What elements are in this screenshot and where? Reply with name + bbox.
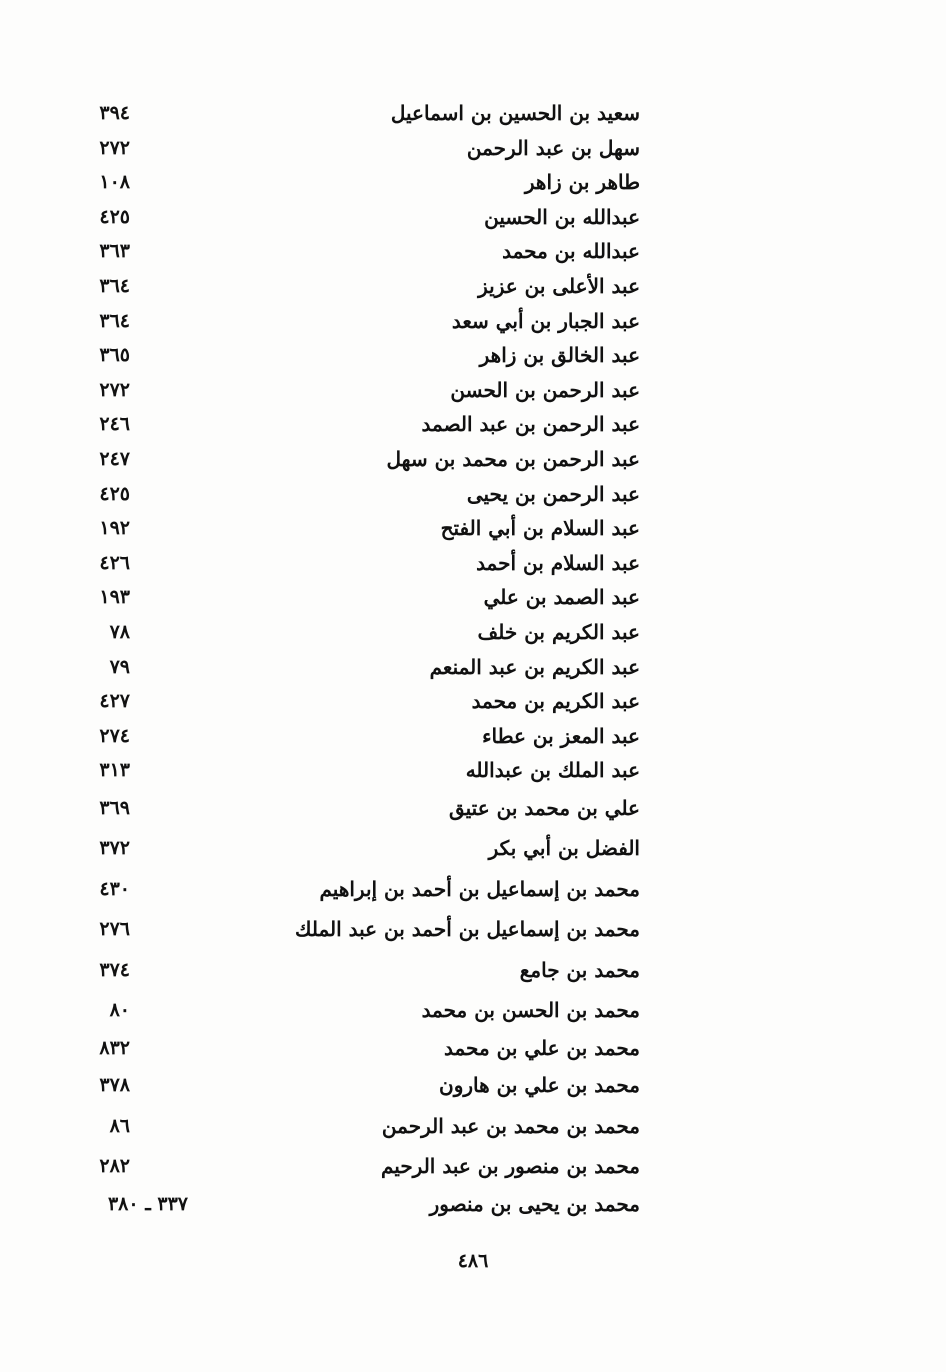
entry-page-ref: ٢٤٧ <box>99 447 130 470</box>
entry-page-ref: ٣٧٨ <box>99 1074 130 1097</box>
list-item <box>80 304 640 339</box>
entry-page-ref: ٣٦٣ <box>99 240 130 263</box>
entry-name: الفضل بن أبي بكر <box>488 836 640 861</box>
entry-name: محمد بن جامع <box>519 957 640 982</box>
page-number: ٤٨٦ <box>457 1250 489 1272</box>
entry-page-ref: ٤٢٥ <box>99 482 130 505</box>
list-item <box>80 338 640 373</box>
entry-page-ref: ٤٢٦ <box>99 551 130 574</box>
list-item <box>80 650 640 685</box>
entry-page-ref: ٣٦٤ <box>99 274 130 297</box>
list-item <box>80 200 640 235</box>
entry-name: محمد بن إسماعيل بن أحمد بن إبراهيم <box>319 876 640 901</box>
list-item <box>80 131 640 166</box>
entry-name: عبدالله بن الحسين <box>484 204 640 229</box>
entry-page-ref: ٨٦ <box>109 1114 130 1137</box>
entry-name: عبد الكريم بن محمد <box>471 689 640 714</box>
list-item <box>80 511 640 546</box>
list-item <box>80 1146 640 1187</box>
list-item <box>80 990 640 1031</box>
entry-name: عبد السلام بن أبي الفتح <box>440 516 640 541</box>
list-item <box>80 684 640 719</box>
entry-name: عبد الرحمن بن عبد الصمد <box>421 412 640 437</box>
entry-page-ref: ٣٩٤ <box>99 102 130 124</box>
entry-name: عبد الخالق بن زاهر <box>479 343 640 368</box>
entry-name: محمد بن علي بن محمد <box>443 1035 640 1060</box>
entry-name: عبد الرحمن بن محمد بن سهل <box>386 446 640 471</box>
entry-page-ref: ٢٤٦ <box>99 413 130 436</box>
list-item <box>80 950 640 991</box>
entry-name: عبد الأعلى بن عزيز <box>478 273 640 298</box>
entry-name: محمد بن محمد بن عبد الرحمن <box>381 1113 640 1138</box>
entry-page-ref: ٣٣٧ ـ ٣٨٠ <box>107 1192 188 1215</box>
entry-page-ref: ٨٠ <box>109 999 130 1022</box>
list-item <box>80 1065 640 1106</box>
index-list <box>80 96 640 1222</box>
list-item <box>80 407 640 442</box>
entry-page-ref: ٣٧٢ <box>99 837 130 860</box>
entry-name: عبد الكريم بن عبد المنعم <box>429 654 640 679</box>
entry-name: محمد بن إسماعيل بن أحمد بن عبد الملك <box>294 917 640 942</box>
list-item <box>80 234 640 269</box>
entry-name: عبد المعز بن عطاء <box>482 723 640 748</box>
list-item <box>80 615 640 650</box>
entry-name: محمد بن منصور بن عبد الرحيم <box>380 1154 640 1179</box>
list-item <box>80 828 640 869</box>
list-item <box>80 753 640 788</box>
entry-name: عبدالله بن محمد <box>502 239 640 264</box>
entry-page-ref: ٣٦٥ <box>99 344 130 367</box>
list-item <box>80 909 640 950</box>
list-item <box>80 788 640 829</box>
entry-page-ref: ٤٣٠ <box>99 877 130 900</box>
list-item <box>80 580 640 615</box>
entry-name: عبد الرحمن بن الحسن <box>450 377 640 402</box>
entry-page-ref: ٤٢٧ <box>99 690 130 713</box>
entry-name: طاهر بن زاهر <box>524 170 640 195</box>
entry-name: عبد السلام بن أحمد <box>476 550 640 575</box>
list-item <box>80 269 640 304</box>
list-item <box>80 1187 640 1222</box>
entry-page-ref: ١٩٣ <box>99 586 130 609</box>
entry-name: عبد الجبار بن أبي سعد <box>451 308 640 333</box>
entry-name: محمد بن الحسن بن محمد <box>421 998 640 1023</box>
entry-page-ref: ١٠٨ <box>99 171 130 194</box>
list-item <box>80 546 640 581</box>
entry-name: عبد الكريم بن خلف <box>477 619 640 644</box>
entry-page-ref: ٢٧٢ <box>99 378 130 401</box>
list-item <box>80 869 640 910</box>
entry-name: محمد بن علي بن هارون <box>439 1073 640 1098</box>
entry-name: محمد بن يحيى بن منصور <box>429 1191 640 1216</box>
entry-page-ref: ٣١٣ <box>99 759 130 782</box>
list-item <box>80 477 640 512</box>
entry-page-ref: ٢٧٦ <box>99 918 130 941</box>
entry-page-ref: ٢٨٢ <box>99 1155 130 1178</box>
entry-page-ref: ٣٧٤ <box>99 958 130 981</box>
entry-page-ref: ٣٦٤ <box>99 309 130 332</box>
entry-page-ref: ٢٧٤ <box>99 724 130 747</box>
entry-page-ref: ١٩٢ <box>99 517 130 540</box>
entry-name: علي بن محمد بن عتيق <box>448 795 640 820</box>
list-item <box>80 165 640 200</box>
entry-page-ref: ٨٣٢ <box>99 1036 130 1059</box>
entry-page-ref: ٧٩ <box>109 655 130 678</box>
entry-name: عبد الصمد بن علي <box>483 585 640 610</box>
entry-page-ref: ٧٨ <box>109 620 130 643</box>
entry-name: سعيد بن الحسين بن اسماعيل <box>390 101 640 125</box>
list-item <box>80 719 640 754</box>
list-item <box>80 1106 640 1147</box>
entry-page-ref: ٢٧٢ <box>99 136 130 159</box>
list-item <box>80 1031 640 1066</box>
list-item <box>80 96 640 131</box>
entry-name: سهل بن عبد الرحمن <box>466 135 640 160</box>
entry-name: عبد الرحمن بن يحيى <box>466 481 640 506</box>
entry-page-ref: ٤٢٥ <box>99 205 130 228</box>
entry-page-ref: ٣٦٩ <box>99 796 130 819</box>
entry-name: عبد الملك بن عبدالله <box>465 758 640 783</box>
list-item <box>80 373 640 408</box>
list-item <box>80 442 640 477</box>
